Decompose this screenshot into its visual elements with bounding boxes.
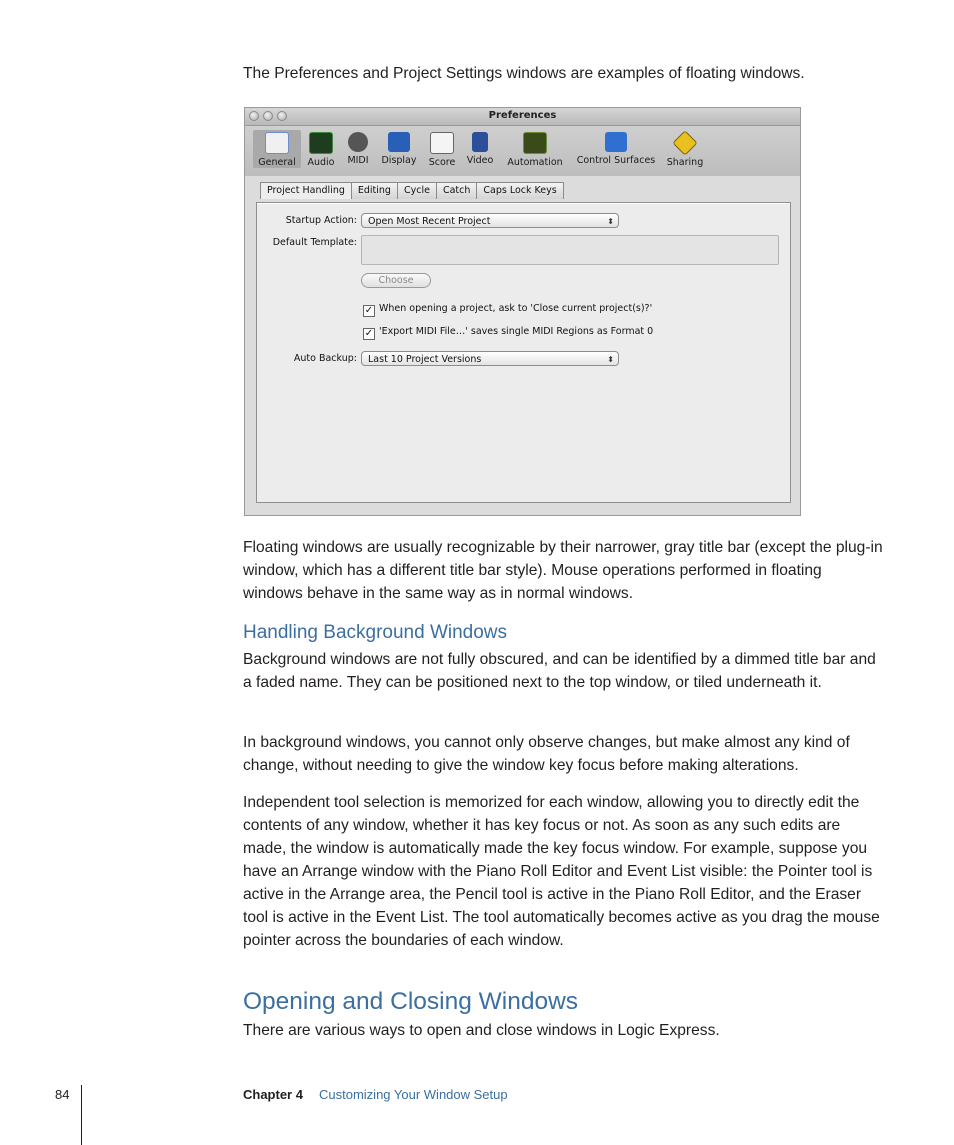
footer-chapter: Chapter 4 [243, 1087, 303, 1102]
startup-action-value: Open Most Recent Project [368, 216, 491, 227]
startup-action-popup[interactable] [361, 213, 619, 228]
toolbar-automation[interactable] [503, 130, 567, 168]
sharing-icon [672, 130, 697, 155]
tab-cycle[interactable]: Cycle [397, 182, 437, 199]
auto-backup-label: Auto Backup: [293, 353, 357, 364]
toolbar-label: Control Surfaces [576, 155, 656, 166]
footer-divider [81, 1085, 82, 1145]
general-icon [265, 132, 289, 154]
automation-icon [523, 132, 547, 154]
toolbar-label: Audio [307, 157, 335, 168]
project-handling-panel [256, 202, 791, 503]
floating-windows-paragraph: Floating windows are usually recognizable by their narrower, gray title bar (except the plug-in window, which has a different title bar style). Mouse operations performed in floating windows behave in the same way as in normal windows. [243, 539, 883, 602]
toolbar-label: MIDI [347, 155, 369, 166]
tab-bar [260, 182, 563, 199]
tab-catch[interactable]: Catch [436, 182, 477, 199]
control-surfaces-icon [605, 132, 627, 152]
checkmark-icon: ✓ [364, 328, 374, 339]
footer-chapter-title: Customizing Your Window Setup [319, 1087, 508, 1102]
popup-arrows-icon: ⬍ [607, 355, 614, 364]
toolbar-midi[interactable] [343, 130, 373, 166]
default-template-label: Default Template: [272, 237, 357, 248]
section-heading-background: Handling Background Windows [243, 622, 508, 643]
display-icon [388, 132, 410, 152]
toolbar-display[interactable] [377, 130, 421, 166]
toolbar-general[interactable] [253, 130, 301, 168]
page-number: 84 [55, 1087, 70, 1102]
checkbox-label: When opening a project, ask to 'Close current project(s)?' [379, 303, 653, 314]
video-icon [472, 132, 488, 152]
window-title-bar [245, 108, 800, 126]
choose-button[interactable]: Choose [361, 273, 431, 288]
background-paragraph-1: Background windows are not fully obscured, and can be identified by a dimmed title bar and a faded name. They can be positioned next to the top window, or tiled underneath it. [243, 651, 876, 691]
window-title: Preferences [488, 110, 557, 121]
close-project-checkbox[interactable] [363, 303, 652, 317]
toolbar-score[interactable] [425, 130, 459, 168]
tab-editing[interactable]: Editing [351, 182, 398, 199]
auto-backup-popup[interactable] [361, 351, 619, 366]
popup-arrows-icon: ⬍ [607, 217, 614, 226]
toolbar-sharing[interactable] [665, 130, 705, 168]
score-icon [430, 132, 454, 154]
audio-icon [309, 132, 333, 154]
checkbox-label: 'Export MIDI File…' saves single MIDI Regions as Format 0 [379, 326, 654, 337]
export-midi-checkbox[interactable] [363, 326, 653, 340]
background-paragraph-2: In background windows, you cannot only observe changes, but make almost any kind of change, without needing to give the window key focus before making alterations. [243, 734, 850, 774]
intro-paragraph: The Preferences and Project Settings windows are examples of floating windows. [243, 65, 805, 82]
toolbar-label: Display [381, 155, 417, 166]
auto-backup-value: Last 10 Project Versions [368, 354, 482, 365]
toolbar-audio[interactable] [303, 130, 339, 168]
toolbar-label: Video [466, 155, 494, 166]
toolbar-control-surfaces[interactable] [573, 130, 659, 166]
toolbar-label: Score [428, 157, 456, 168]
preferences-content [245, 176, 800, 515]
checkmark-icon: ✓ [364, 305, 374, 316]
midi-icon [348, 132, 368, 152]
toolbar-label: Automation [507, 157, 563, 168]
opening-paragraph: There are various ways to open and close windows in Logic Express. [243, 1022, 720, 1039]
toolbar-label: Sharing [666, 157, 704, 168]
tab-caps-lock-keys[interactable]: Caps Lock Keys [476, 182, 563, 199]
section-heading-opening: Opening and Closing Windows [243, 988, 579, 1015]
background-paragraph-3: Independent tool selection is memorized for each window, allowing you to directly edit the contents of any window, whether it has key focus or not. As soon as any such edits are made, the window is automatically made the key focus window. For example, suppose you have an Arrange window with the Piano Roll Editor and Event List visible: the Pointer tool is active in the Arrange area, the Pencil tool is active in the Piano Roll Editor, and the Eraser tool is active in the Event List. The tool automatically becomes active as you drag the mouse pointer across the boundaries of each window. [243, 794, 880, 949]
tab-project-handling[interactable]: Project Handling [260, 182, 352, 199]
preferences-toolbar [245, 126, 800, 177]
startup-action-label: Startup Action: [285, 215, 357, 226]
default-template-field[interactable] [361, 235, 779, 265]
toolbar-label: General [258, 157, 296, 168]
preferences-window-screenshot [244, 107, 801, 516]
toolbar-video[interactable] [463, 130, 497, 166]
